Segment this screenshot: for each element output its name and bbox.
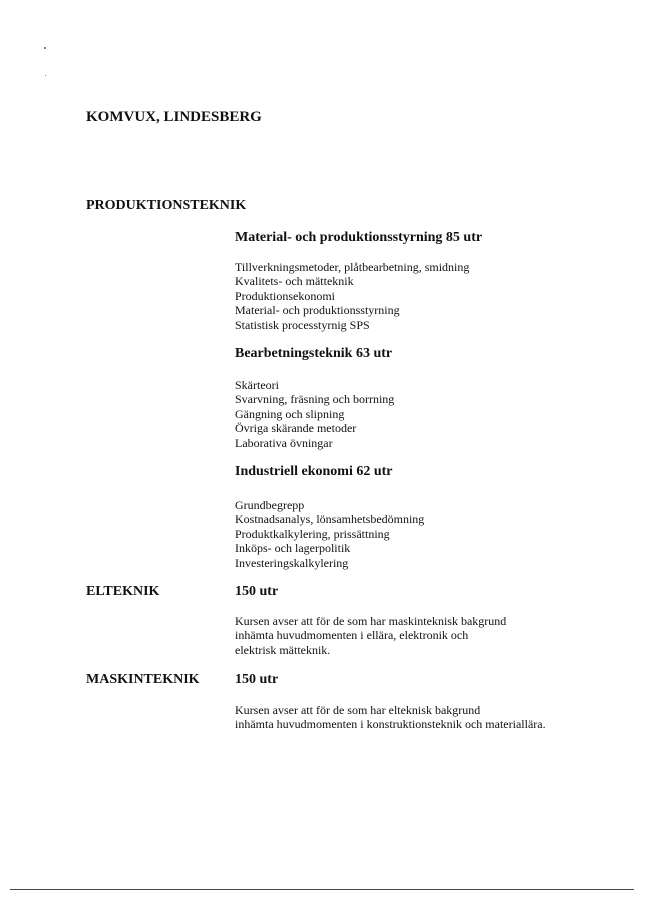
description-line: Kursen avser att för de som har elteknisk bakgrund bbox=[235, 703, 481, 717]
course-topic: Svarvning, fräsning och borrning bbox=[235, 392, 395, 407]
description-line: elektrisk mätteknik. bbox=[235, 642, 331, 657]
section-description bbox=[235, 703, 546, 732]
scan-speck bbox=[44, 47, 46, 49]
course-title: Industriell ekonomi 62 utr bbox=[235, 464, 393, 479]
course-topic-list bbox=[235, 498, 424, 570]
course-topic: Skärteori bbox=[235, 378, 279, 392]
course-topic: Kostnadsanalys, lönsamhetsbedömning bbox=[235, 512, 425, 527]
scan-speck bbox=[45, 75, 46, 76]
section-hours: 150 utr bbox=[235, 672, 279, 687]
page-bottom-rule bbox=[10, 889, 634, 890]
course-topic: Material- och produktionsstyrning bbox=[235, 303, 400, 318]
section-description bbox=[235, 614, 506, 657]
course-title: Material- och produktionsstyrning 85 utr bbox=[235, 230, 483, 245]
course-topic: Övriga skärande metoder bbox=[235, 421, 357, 436]
course-topic-list bbox=[235, 378, 394, 450]
course-topic: Investeringskalkylering bbox=[235, 555, 349, 570]
course-topic: Gängning och slipning bbox=[235, 406, 345, 421]
course-title: Bearbetningsteknik 63 utr bbox=[235, 346, 393, 361]
page-title: KOMVUX, LINDESBERG bbox=[86, 109, 262, 125]
description-line: Kursen avser att för de som har maskinteknisk bakgrund bbox=[235, 614, 507, 628]
course-topic: Kvalitets- och mätteknik bbox=[235, 274, 354, 289]
description-line: inhämta huvudmomenten i konstruktionsteknik och materiallära. bbox=[235, 717, 546, 732]
course-topic: Produktionsekonomi bbox=[235, 288, 336, 303]
course-topic: Tillverkningsmetoder, plåtbearbetning, smidning bbox=[235, 260, 470, 274]
course-topic: Statistisk processtyrnig SPS bbox=[235, 317, 370, 332]
course-topic: Produktkalkylering, prissättning bbox=[235, 526, 390, 541]
course-topic-list bbox=[235, 260, 469, 332]
section-heading-produktionsteknik: PRODUKTIONSTEKNIK bbox=[86, 198, 247, 213]
description-line: inhämta huvudmomenten i ellära, elektronik och bbox=[235, 628, 469, 643]
course-topic: Grundbegrepp bbox=[235, 498, 305, 512]
course-topic: Inköps- och lagerpolitik bbox=[235, 541, 351, 556]
section-hours: 150 utr bbox=[235, 584, 279, 599]
section-heading-elteknik: ELTEKNIK bbox=[86, 584, 160, 599]
section-heading-maskinteknik: MASKINTEKNIK bbox=[86, 672, 200, 687]
course-topic: Laborativa övningar bbox=[235, 435, 333, 450]
